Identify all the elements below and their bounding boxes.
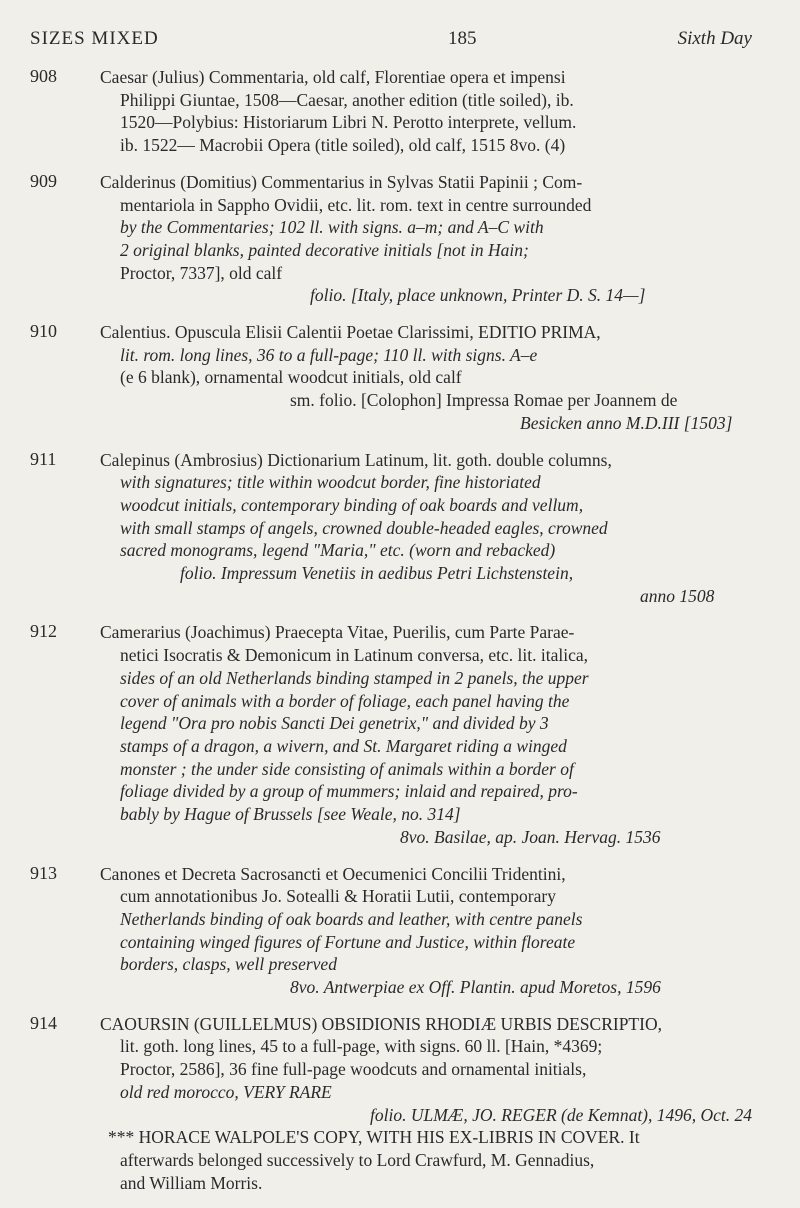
entry-line: Caesar (Julius) Commentaria, old calf, Florentiae opera et impensi [100, 67, 566, 87]
catalogue-entry [30, 863, 760, 999]
page-header [30, 28, 752, 54]
entry-line: folio. [Italy, place unknown, Printer D. S. 14—] [310, 285, 646, 306]
entry-line: lit. rom. long lines, 36 to a full-page; 110 ll. with signs. A–e [120, 344, 538, 365]
entry-line: legend "Ora pro nobis Sancti Dei genetrix," and divided by 3 [120, 713, 549, 734]
entry-line: Philippi Giuntae, 1508—Caesar, another edition (title soiled), ib. [120, 89, 574, 110]
entry-line: folio. ULMÆ, JO. REGER (de Kemnat), 1496, Oct. 24 [370, 1104, 753, 1125]
entry-description [100, 449, 760, 608]
entry-line: netici Isocratis & Demonicum in Latinum conversa, etc. lit. italica, [120, 645, 588, 666]
entry-note-line: *** HORACE WALPOLE'S COPY, WITH HIS EX-LIBRIS IN COVER. It [108, 1127, 640, 1148]
entry-line: Calderinus (Domitius) Commentarius in Sylvas Statii Papinii ; Com- [100, 171, 583, 192]
entry-line: bably by Hague of Brussels [see Weale, no. 314] [120, 804, 461, 825]
entry-line: sm. folio. [Colophon] Impressa Romae per Joannem de [290, 390, 678, 411]
lot-number: 913 [30, 862, 57, 883]
entry-line: borders, clasps, well preserved [120, 954, 337, 975]
entry-line: folio. Impressum Venetiis in aedibus Petri Lichstenstein, [180, 563, 574, 584]
catalogue-entry [30, 449, 760, 608]
entry-description [100, 66, 760, 157]
entry-line: Calepinus (Ambrosius) Dictionarium Latinum, lit. goth. double columns, [100, 449, 612, 470]
entry-description [100, 863, 760, 999]
entry-line: Netherlands binding of oak boards and leather, with centre panels [120, 908, 583, 929]
catalogue-entry [30, 321, 760, 435]
entry-line: Proctor, 2586], 36 fine full-page woodcuts and ornamental initials, [120, 1059, 587, 1080]
entry-line: 8vo. Antwerpiae ex Off. Plantin. apud Moretos, 1596 [290, 977, 661, 998]
entry-line: cover of animals with a border of foliage, each panel having the [120, 690, 570, 711]
entry-line: old red morocco, VERY RARE [120, 1081, 332, 1102]
catalogue-entry [30, 1013, 760, 1195]
entry-line: 2 original blanks, painted decorative initials [not in Hain; [120, 239, 529, 260]
catalogue-entry [30, 66, 760, 157]
entry-line: Calentius. Opuscula Elisii Calentii Poetae Clarissimi, EDITIO PRIMA, [100, 322, 601, 343]
entry-line: cum annotationibus Jo. Sotealli & Horatii Lutii, contemporary [120, 886, 556, 907]
catalogue-entry [30, 171, 760, 307]
entry-description [100, 621, 760, 848]
header-day-title: Sixth Day [677, 28, 752, 49]
entry-line: lit. goth. long lines, 45 to a full-page, with signs. 60 ll. [Hain, *4369; [120, 1036, 603, 1057]
catalogue-entries [30, 66, 760, 1208]
lot-number: 911 [30, 448, 57, 469]
lot-number: 912 [30, 621, 57, 642]
entry-note-line: afterwards belonged successively to Lord Crawfurd, M. Gennadius, [120, 1149, 595, 1170]
lot-number: 908 [30, 66, 57, 86]
entry-line: by the Commentaries; 102 ll. with signs. a–m; and A–C with [120, 217, 544, 238]
entry-line: ib. 1522— Macrobii Opera (title soiled), old calf, 1515 8vo. (4) [120, 135, 566, 156]
entry-description [100, 171, 760, 307]
entry-line: 8vo. Basilae, ap. Joan. Hervag. 1536 [400, 826, 661, 847]
page-number: 185 [448, 28, 477, 49]
lot-number: 910 [30, 321, 57, 342]
entry-line: Canones et Decreta Sacrosancti et Oecumenici Concilii Tridentini, [100, 863, 566, 884]
entry-line: anno 1508 [640, 585, 715, 606]
entry-line: woodcut initials, contemporary binding of oak boards and vellum, [120, 494, 584, 515]
entry-line: sacred monograms, legend "Maria," etc. (worn and rebacked) [120, 540, 556, 561]
entry-line: with small stamps of angels, crowned double-headed eagles, crowned [120, 517, 608, 538]
catalogue-entry [30, 621, 760, 848]
entry-line: stamps of a dragon, a wivern, and St. Margaret riding a winged [120, 735, 567, 756]
entry-line: mentariola in Sappho Ovidii, etc. lit. rom. text in centre surrounded [120, 194, 592, 215]
entry-line: CAOURSIN (GUILLELMUS) OBSIDIONIS RHODIÆ URBIS DESCRIPTIO, [100, 1013, 662, 1034]
lot-number: 914 [30, 1012, 57, 1033]
header-section-title: SIZES MIXED [30, 28, 159, 49]
entry-line: monster ; the under side consisting of animals within a border of [120, 758, 574, 779]
entry-line: Proctor, 7337], old calf [120, 262, 283, 283]
entry-line: sides of an old Netherlands binding stamped in 2 panels, the upper [120, 667, 589, 688]
entry-line: containing winged figures of Fortune and Justice, within floreate [120, 931, 576, 952]
entry-line: Camerarius (Joachimus) Praecepta Vitae, Puerilis, cum Parte Parae- [100, 622, 575, 643]
entry-description [100, 321, 760, 435]
entry-description [100, 1013, 760, 1195]
lot-number: 909 [30, 170, 57, 191]
entry-line: with signatures; title within woodcut border, fine historiated [120, 472, 541, 493]
entry-line: foliage divided by a group of mummers; inlaid and repaired, pro- [120, 781, 578, 802]
entry-line: Besicken anno M.D.III [1503] [520, 412, 733, 433]
entry-line: 1520—Polybius: Historiarum Libri N. Perotto interprete, vellum. [120, 112, 577, 133]
entry-line: (e 6 blank), ornamental woodcut initials, old calf [120, 367, 462, 388]
entry-note-line: and William Morris. [120, 1172, 263, 1193]
